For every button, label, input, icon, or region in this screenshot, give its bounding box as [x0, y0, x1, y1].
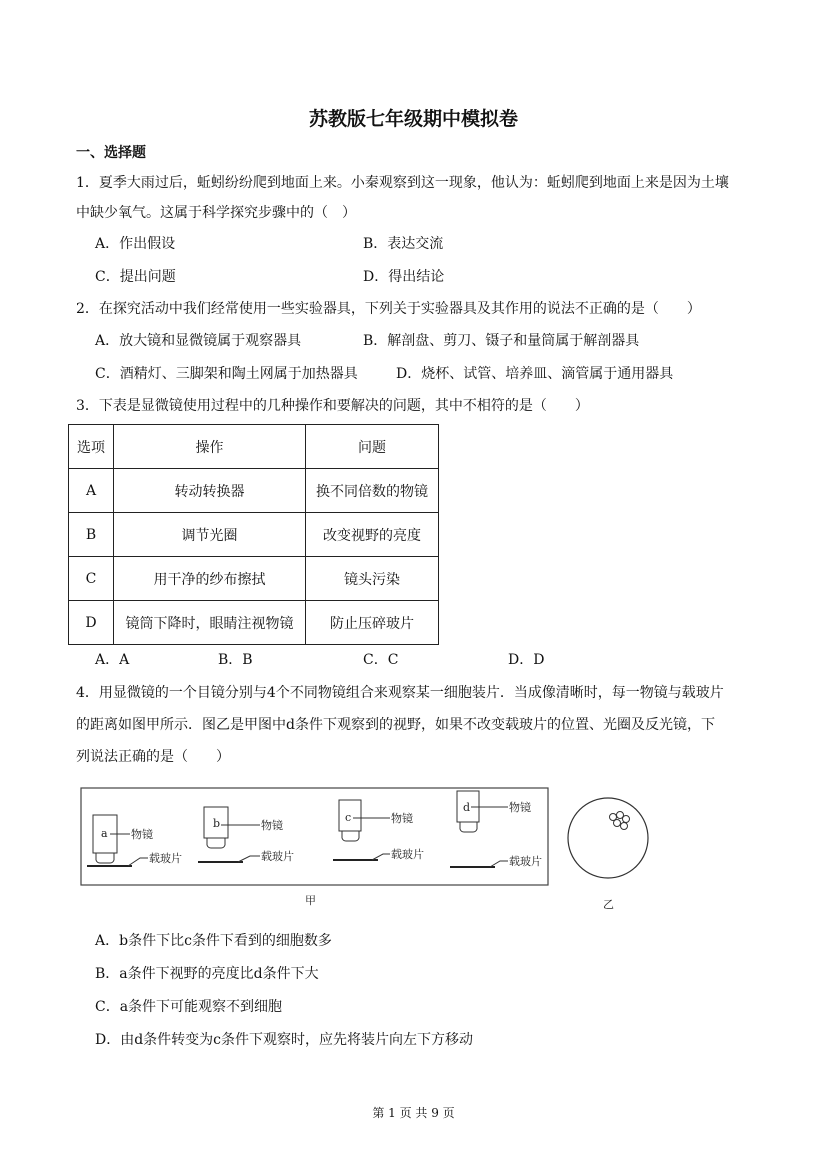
table-cell: 调节光圈: [114, 513, 306, 557]
q1-option-c: C．提出问题: [95, 269, 176, 285]
lens-letter: a: [101, 827, 108, 840]
q3-option-d: D．D: [508, 652, 545, 668]
objective-label: 物镜: [391, 812, 413, 825]
q1-option-b: B．表达交流: [363, 236, 444, 252]
table-cell: 换不同倍数的物镜: [306, 469, 439, 513]
objective-b: [198, 807, 294, 863]
objective-label: 物镜: [131, 828, 153, 841]
q4-text: 列说法正确的是（ ）: [76, 749, 230, 765]
q2-option-d: D．烧杯、试管、培养皿、滴管属于通用器具: [396, 366, 674, 382]
q3-option-c: C．C: [363, 652, 399, 668]
q4-option-c: C．a条件下可能观察不到细胞: [95, 999, 283, 1015]
objective-label: 物镜: [261, 819, 283, 832]
table-cell: 防止压碎玻片: [306, 601, 439, 645]
q3-option-b: B．B: [218, 652, 253, 668]
q4-option-b: B．a条件下视野的亮度比d条件下大: [95, 966, 319, 982]
slide-label: 载玻片: [391, 848, 424, 861]
caption-yi: 乙: [603, 898, 614, 911]
objective-a: [87, 815, 182, 866]
table-cell: 改变视野的亮度: [306, 513, 439, 557]
lens-letter: c: [345, 811, 352, 824]
lens-letter: b: [213, 817, 221, 830]
section-heading: 一、选择题: [76, 145, 146, 161]
q2-option-c: C．酒精灯、三脚架和陶土网属于加热器具: [95, 366, 358, 382]
caption-jia: 甲: [305, 894, 316, 907]
slide-label: 载玻片: [149, 852, 182, 865]
table-header: 选项: [69, 425, 114, 469]
objective-d: [450, 791, 542, 868]
q1-text: 中缺少氧气。这属于科学探究步骤中的（ ）: [76, 205, 356, 221]
objective-label: 物镜: [509, 801, 531, 814]
q2-text: 2．在探究活动中我们经常使用一些实验器具，下列关于实验器具及其作用的说法不正确的是（ ）: [76, 301, 701, 317]
table-cell: 镜头污染: [306, 557, 439, 601]
q1-option-a: A．作出假设: [95, 236, 176, 252]
field-of-view: [568, 798, 648, 878]
q1-option-d: D．得出结论: [363, 269, 445, 285]
objective-c: [333, 800, 424, 861]
q2-option-b: B．解剖盘、剪刀、镊子和量筒属于解剖器具: [363, 333, 640, 349]
q2-option-a: A．放大镜和显微镜属于观察器具: [95, 333, 302, 349]
q4-option-d: D．由d条件转变为c条件下观察时，应先将装片向左下方移动: [95, 1032, 474, 1048]
slide-label: 载玻片: [509, 855, 542, 868]
slide-label: 载玻片: [261, 850, 294, 863]
table-cell: B: [69, 513, 114, 557]
q4-option-a: A．b条件下比c条件下看到的细胞数多: [95, 933, 332, 949]
table-cell: 镜筒下降时，眼睛注视物镜: [114, 601, 306, 645]
table-cell: A: [69, 469, 114, 513]
table-cell: D: [69, 601, 114, 645]
table-header: 问题: [306, 425, 439, 469]
q4-text: 的距离如图甲所示．图乙是甲图中d条件下观察到的视野，如果不改变载玻片的位置、光圈及反光镜，下: [76, 717, 715, 733]
q1-text: 1．夏季大雨过后，蚯蚓纷纷爬到地面上来。小秦观察到这一现象，他认为：蚯蚓爬到地面上来是因为土壤: [76, 175, 729, 191]
page-title: 苏教版七年级期中模拟卷: [308, 108, 518, 130]
table-header: 操作: [114, 425, 306, 469]
lens-letter: d: [463, 801, 471, 814]
q3-option-a: A．A: [95, 652, 130, 668]
table-cell: C: [69, 557, 114, 601]
table-cell: 转动转换器: [114, 469, 306, 513]
q3-text: 3．下表是显微镜使用过程中的几种操作和要解决的问题，其中不相符的是（ ）: [76, 398, 589, 414]
page-footer: 第 1 页 共 9 页: [372, 1106, 455, 1120]
q4-text: 4．用显微镜的一个目镜分别与4个不同物镜组合来观察某一细胞装片．当成像清晰时，每一物镜与载玻片: [76, 685, 724, 701]
table-cell: 用干净的纱布擦拭: [114, 557, 306, 601]
